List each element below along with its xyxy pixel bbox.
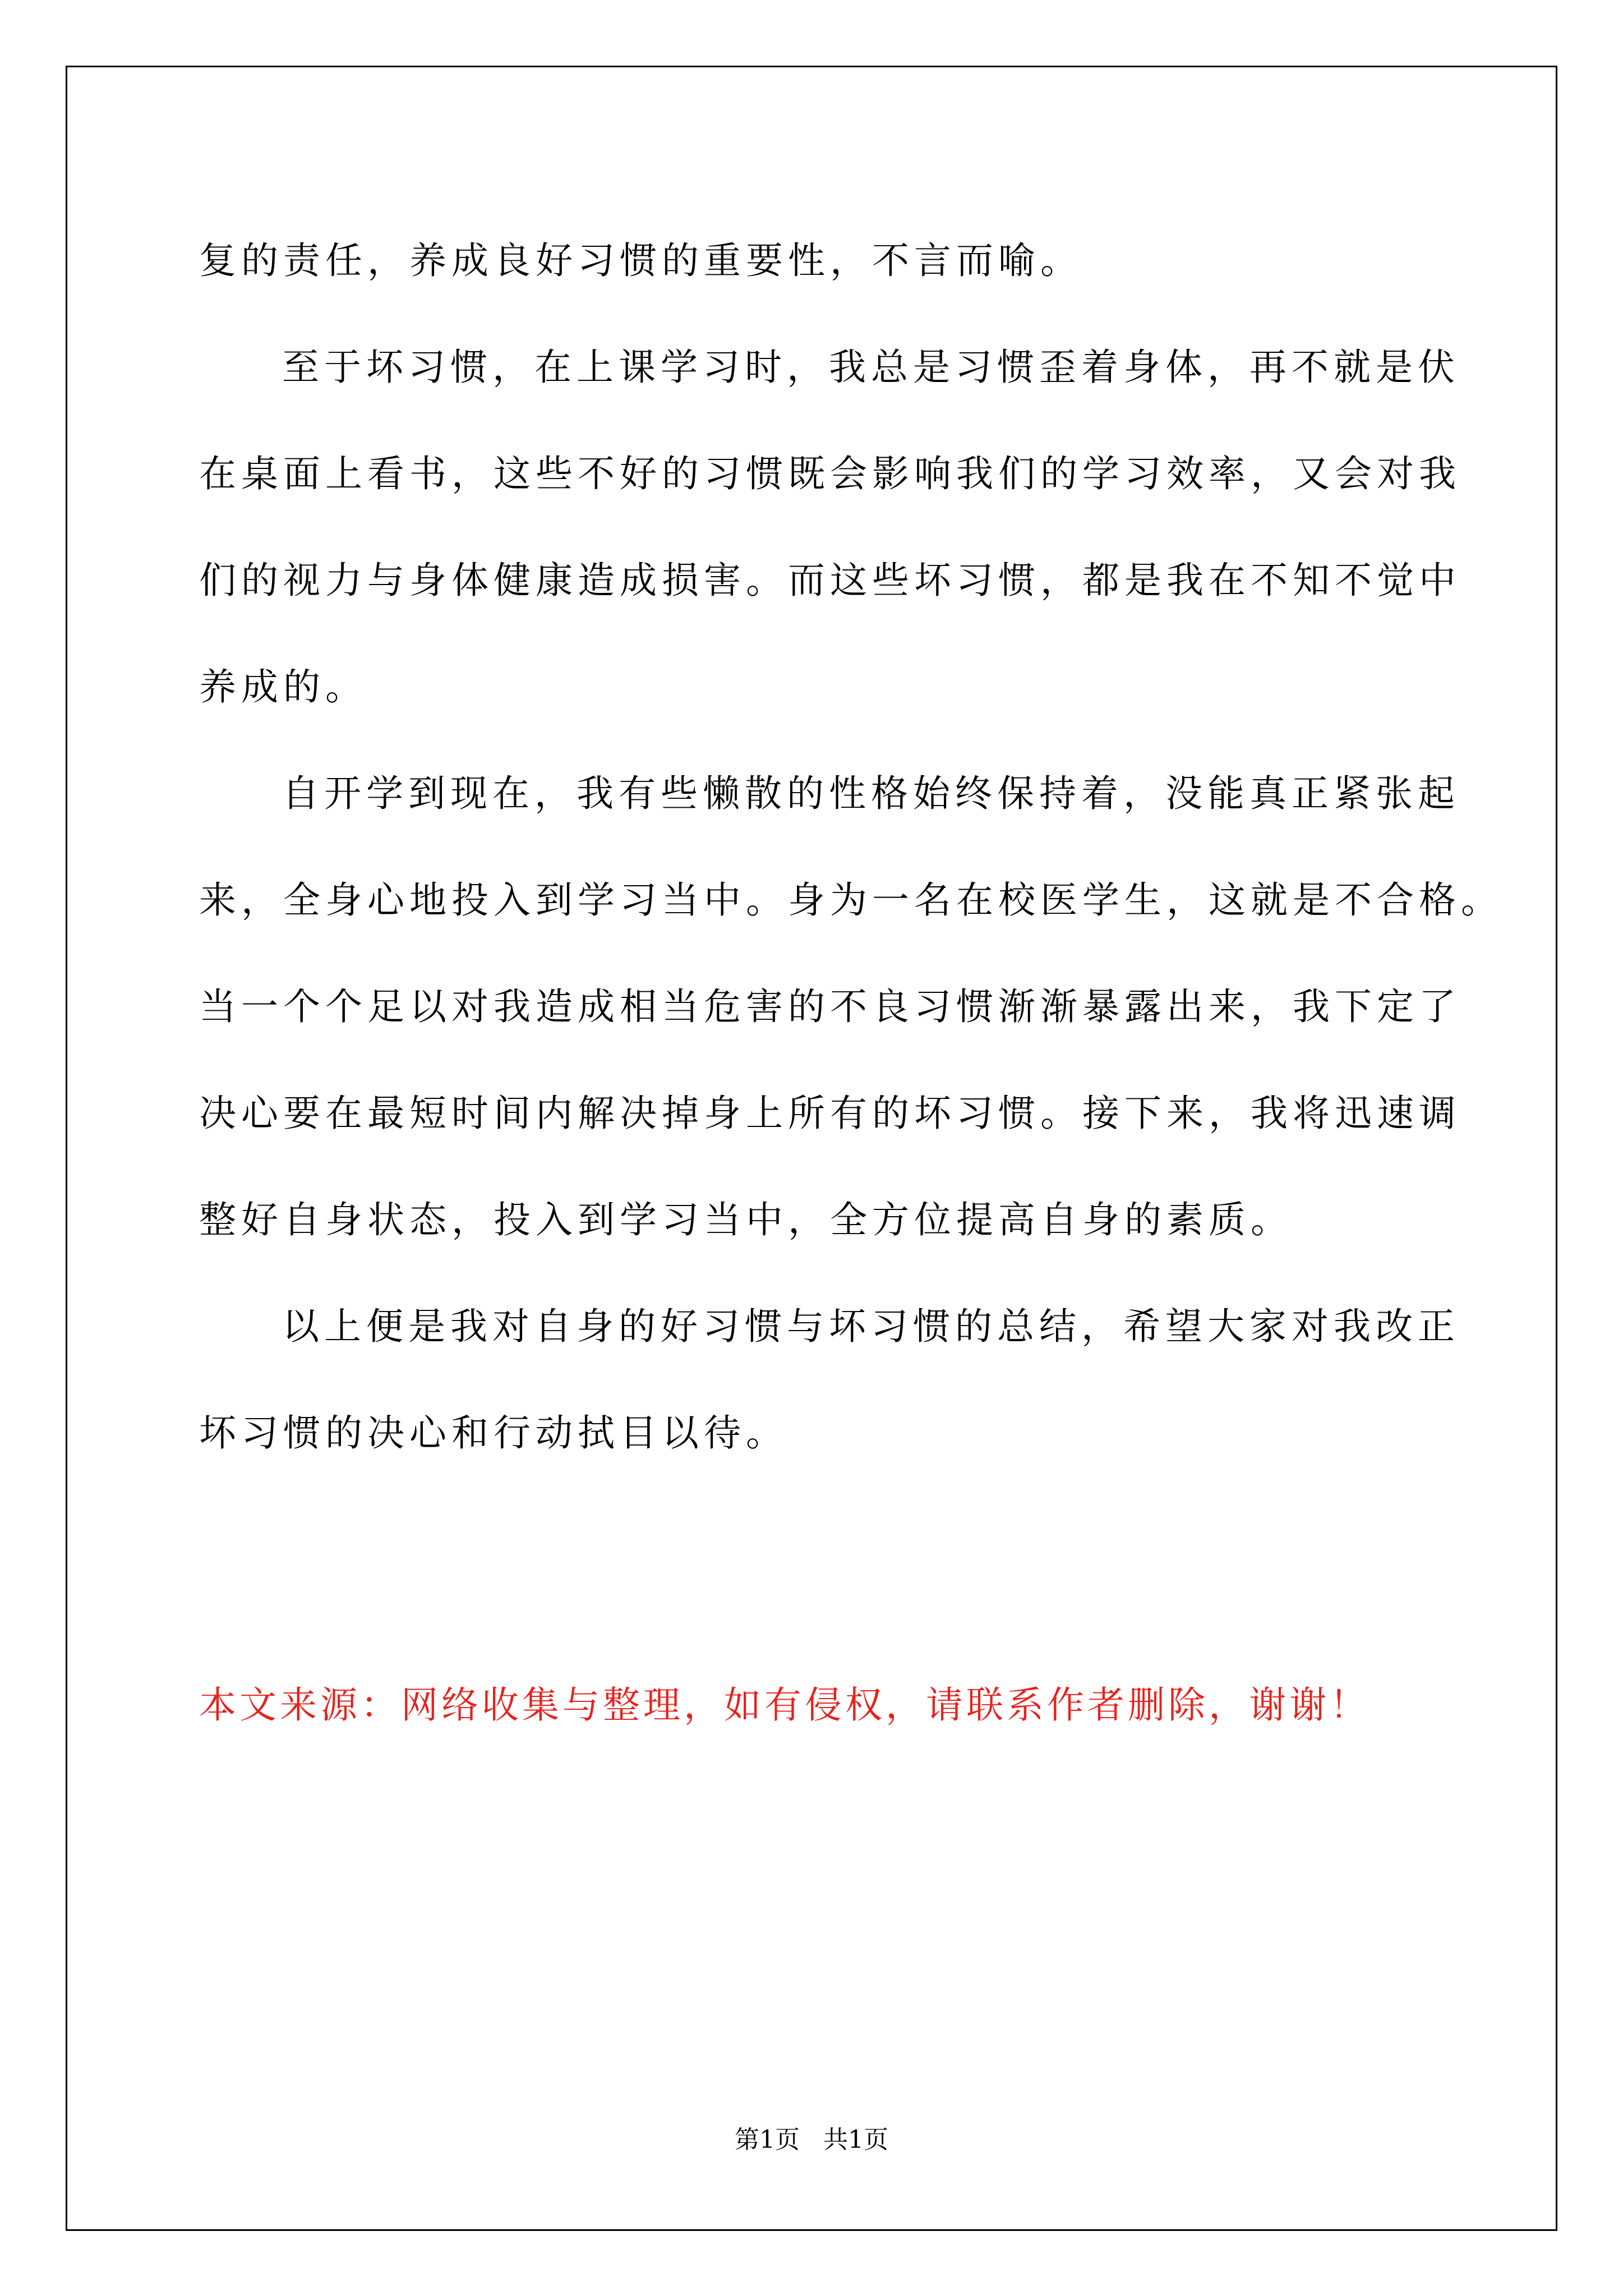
source-disclaimer: 本文来源：网络收集与整理，如有侵权，请联系作者删除，谢谢！ [199, 1683, 1370, 1727]
paragraph-line: 自开学到现在，我有些懒散的性格始终保持着，没能真正紧张起 [282, 772, 1460, 815]
paragraph-line: 来，全身心地投入到学习当中。身为一名在校医学生，这就是不合格。 [199, 878, 1503, 922]
paragraph-line: 坏习惯的决心和行动拭目以待。 [199, 1411, 788, 1455]
paragraph-line: 至于坏习惯，在上课学习时，我总是习惯歪着身体，再不就是伏 [282, 346, 1460, 389]
paragraph-line: 决心要在最短时间内解决掉身上所有的坏习惯。接下来，我将迅速调 [199, 1092, 1461, 1135]
paragraph-line: 整好自身状态，投入到学习当中，全方位提高自身的素质。 [199, 1198, 1293, 1241]
paragraph-line: 们的视力与身体健康造成损害。而这些坏习惯，都是我在不知不觉中 [199, 559, 1461, 602]
paragraph-line: 在桌面上看书，这些不好的习惯既会影响我们的学习效率，又会对我 [199, 452, 1461, 495]
page-number-footer: 第1页 共1页 [735, 2125, 888, 2154]
paragraph-line: 养成的。 [199, 665, 367, 708]
paragraph-line: 复的责任，养成良好习惯的重要性，不言而喻。 [199, 239, 1082, 282]
document-body [199, 208, 1503, 1487]
paragraph-line: 以上便是我对自身的好习惯与坏习惯的总结，希望大家对我改正 [282, 1305, 1460, 1348]
paragraph-line: 当一个个足以对我造成相当危害的不良习惯渐渐暴露出来，我下定了 [199, 985, 1461, 1028]
